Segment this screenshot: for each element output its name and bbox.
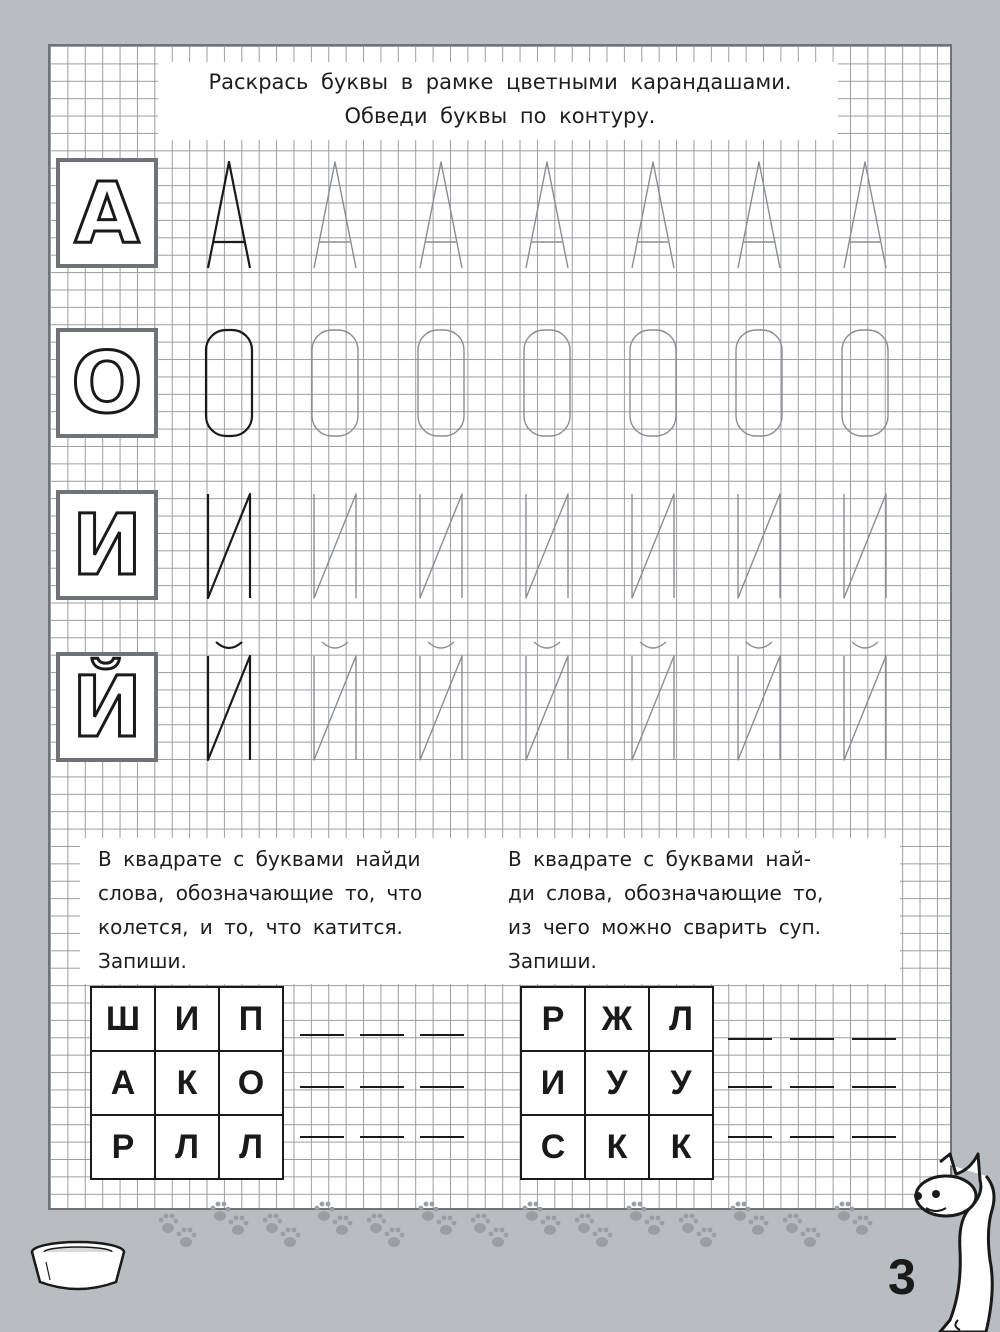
paw-icon [835,1202,873,1235]
grid-cell[interactable]: Л [219,1115,283,1179]
grid-cell[interactable]: К [155,1051,219,1115]
task-right-line: В квадрате с буквами най- [508,847,811,871]
grid-cell[interactable]: К [649,1115,713,1179]
task-right-line: из чего можно сварить суп. [508,915,822,939]
grid-cell[interactable]: И [155,987,219,1051]
answer-line[interactable] [852,1038,896,1040]
trace-letter-a[interactable] [516,160,578,270]
task-left-line: слова, обозначающие то, что [98,881,423,905]
answer-line[interactable] [852,1086,896,1088]
answer-line[interactable] [300,1136,344,1138]
task-right-text [508,842,823,978]
trace-row-i-short [198,652,898,762]
answer-line[interactable] [420,1136,464,1138]
grid-cell[interactable]: И [521,1051,585,1115]
trace-letter-i-short[interactable] [516,652,578,762]
grid-cell[interactable]: А [91,1051,155,1115]
trace-letter-a[interactable] [622,160,684,270]
trace-letter-a[interactable] [834,160,896,270]
paw-icon [211,1202,249,1235]
answer-line[interactable] [300,1034,344,1036]
trace-letter-i[interactable] [728,490,790,600]
trace-letter-i-short[interactable] [728,652,790,762]
answer-line[interactable] [360,1136,404,1138]
answer-line[interactable] [728,1136,772,1138]
trace-letter-i-short[interactable] [410,652,472,762]
instruction-line-1: Раскрась буквы в рамке цветными карандашами. [208,70,792,94]
trace-row-a [198,160,898,270]
letter-i: И [71,496,143,594]
paw-icon [783,1214,821,1247]
letter-frame-o[interactable] [56,328,158,438]
trace-letter-i[interactable] [834,490,896,600]
task-left-line: Запиши. [98,949,187,973]
trace-letter-i-short[interactable] [622,652,684,762]
trace-letter-o[interactable] [516,328,578,438]
trace-row-o [198,328,898,438]
answer-line[interactable] [852,1136,896,1138]
grid-cell[interactable]: Ш [91,987,155,1051]
letter-a: А [74,164,140,262]
paw-icon [367,1214,405,1247]
instruction-line-2: Обведи буквы по контуру. [344,104,656,128]
grid-cell[interactable]: О [219,1051,283,1115]
grid-cell[interactable]: С [521,1115,585,1179]
answer-line[interactable] [360,1034,404,1036]
task-left-line: колется, и то, что катится. [98,915,403,939]
trace-letter-i[interactable] [622,490,684,600]
trace-letter-o[interactable] [622,328,684,438]
task-left-text [98,842,422,978]
grid-cell[interactable]: Л [649,987,713,1051]
letter-frame-i[interactable] [56,490,158,600]
trace-letter-i-short[interactable] [198,652,260,762]
grid-cell[interactable]: Л [155,1115,219,1179]
trace-letter-o[interactable] [198,328,260,438]
trace-letter-a[interactable] [304,160,366,270]
paw-icon [575,1214,613,1247]
task-left-line: В квадрате с буквами найди [98,847,421,871]
paw-icon [523,1202,561,1235]
letter-grid-left [90,986,284,1180]
answer-line[interactable] [300,1086,344,1088]
grid-cell[interactable]: У [585,1051,649,1115]
answer-line[interactable] [420,1034,464,1036]
trace-letter-o[interactable] [304,328,366,438]
trace-letter-o[interactable] [410,328,472,438]
task-right-line: ди слова, обозначающие то, [508,881,824,905]
grid-cell[interactable]: П [219,987,283,1051]
paw-icon [627,1202,665,1235]
answer-line[interactable] [790,1136,834,1138]
trace-letter-i-short[interactable] [834,652,896,762]
paw-icon [471,1214,509,1247]
paw-icon [419,1202,457,1235]
trace-letter-a[interactable] [728,160,790,270]
letter-o: О [71,334,143,432]
grid-cell[interactable]: Р [91,1115,155,1179]
trace-letter-i[interactable] [304,490,366,600]
trace-letter-i-short[interactable] [304,652,366,762]
page-number: 3 [888,1249,916,1305]
answer-line[interactable] [728,1086,772,1088]
pet-bowl-icon [20,1236,130,1296]
trace-row-i [198,490,898,600]
paw-icon [731,1202,769,1235]
grid-cell[interactable]: Ж [585,987,649,1051]
grid-cell[interactable]: У [649,1051,713,1115]
answer-line[interactable] [790,1038,834,1040]
answer-line[interactable] [360,1086,404,1088]
paw-prints-decoration [140,1190,880,1260]
paw-icon [315,1202,353,1235]
trace-letter-i[interactable] [410,490,472,600]
trace-letter-o[interactable] [834,328,896,438]
answer-line[interactable] [420,1086,464,1088]
paw-icon [263,1214,301,1247]
paw-icon [679,1214,717,1247]
trace-letter-a[interactable] [198,160,260,270]
trace-letter-i[interactable] [198,490,260,600]
answer-line[interactable] [790,1086,834,1088]
trace-letter-o[interactable] [728,328,790,438]
answer-line[interactable] [728,1038,772,1040]
letter-grid-right [520,986,714,1180]
task-right-line: Запиши. [508,949,597,973]
letter-frame-a[interactable] [56,158,158,268]
grid-cell[interactable]: К [585,1115,649,1179]
letter-i-short: Й [71,658,143,756]
paw-icon [159,1214,197,1247]
letter-frame-i-short[interactable] [56,652,158,762]
grid-cell[interactable]: Р [521,987,585,1051]
trace-letter-a[interactable] [410,160,472,270]
trace-letter-i[interactable] [516,490,578,600]
